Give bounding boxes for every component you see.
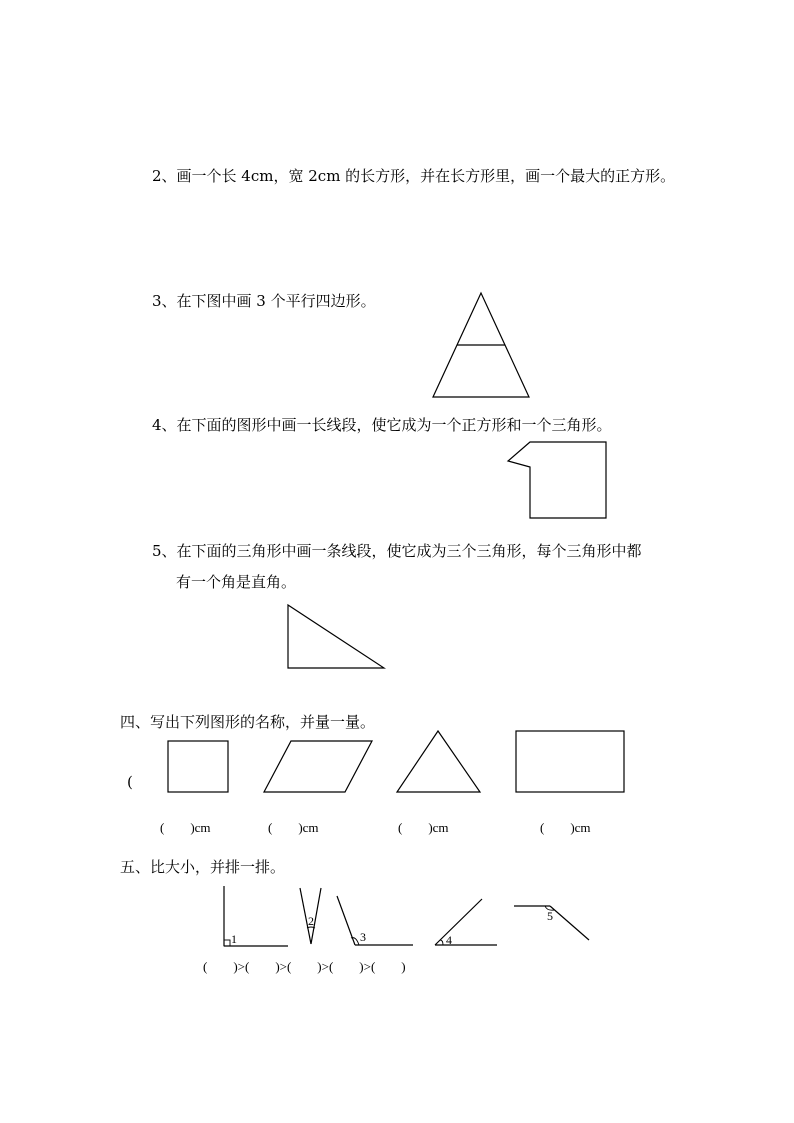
question-2: 2、画一个长 4cm，宽 2cm 的长方形，并在长方形里，画一个最大的正方形。 bbox=[152, 167, 676, 185]
square-shape bbox=[168, 741, 228, 792]
triangle-with-midline bbox=[433, 293, 529, 397]
right-triangle bbox=[288, 605, 384, 668]
angle-3 bbox=[337, 896, 413, 945]
parallelogram-shape bbox=[264, 741, 372, 792]
angle-label-1: 1 bbox=[231, 932, 237, 946]
answer-blank-2: ( )cm bbox=[268, 820, 319, 835]
question-5-line-2: 有一个角是直角。 bbox=[176, 573, 297, 591]
angle-label-5: 5 bbox=[547, 909, 553, 923]
angle-label-4: 4 bbox=[446, 933, 452, 947]
notched-square-shape bbox=[508, 442, 606, 518]
section-4-title: 四、写出下列图形的名称，并量一量。 bbox=[120, 713, 376, 731]
answer-blank-3: ( )cm bbox=[398, 820, 449, 835]
angle-4 bbox=[435, 899, 497, 945]
section-4-open-paren: ( bbox=[127, 773, 133, 791]
rectangle-shape bbox=[516, 731, 624, 792]
angle-label-3: 3 bbox=[360, 930, 366, 944]
answer-blank-4: ( )cm bbox=[540, 820, 591, 835]
section-5-title: 五、比大小，并排一排。 bbox=[120, 858, 286, 876]
question-5-line-1: 5、在下面的三角形中画一条线段，使它成为三个三角形，每个三角形中都 bbox=[152, 542, 642, 560]
comparison-row: ( )>( )>( )>( )>( ) bbox=[203, 959, 406, 974]
question-3: 3、在下图中画 3 个平行四边形。 bbox=[152, 292, 376, 310]
question-4: 4、在下面的图形中画一长线段，使它成为一个正方形和一个三角形。 bbox=[152, 416, 612, 434]
equilateral-triangle-shape bbox=[397, 731, 480, 792]
answer-blank-1: ( )cm bbox=[160, 820, 211, 835]
angle-label-2: 2 bbox=[308, 914, 314, 928]
